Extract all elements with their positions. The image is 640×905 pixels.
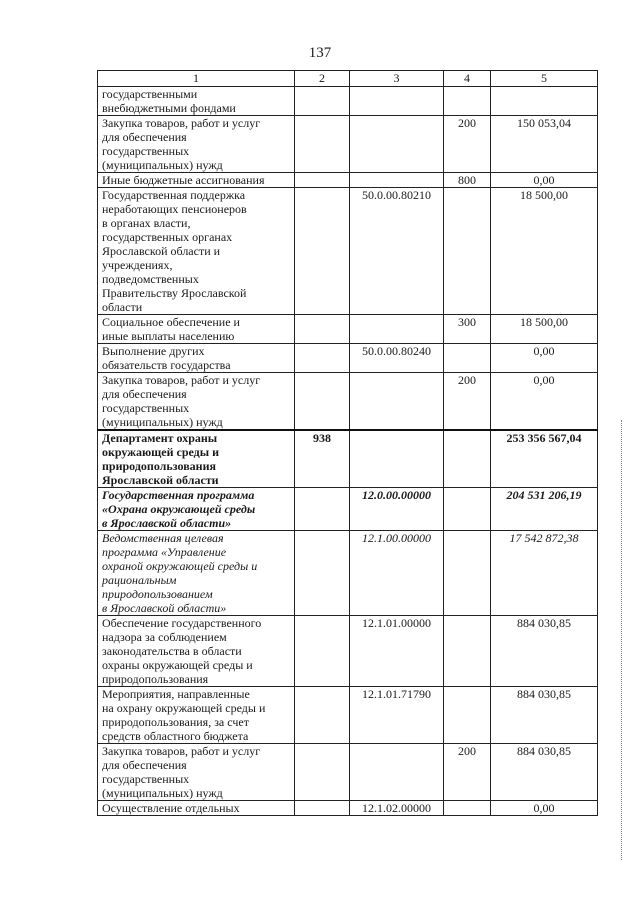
row-name-cell: Закупка товаров, работ и услуг для обеспечения государственных (муниципальных) нужд	[98, 373, 295, 431]
margin-scan-artifact	[621, 420, 630, 860]
amount-cell: 204 531 206,19	[491, 488, 598, 531]
row-name-cell: Департамент охраны окружающей среды и природопользования Ярославской области	[98, 430, 295, 488]
table-row-subprogram	[98, 531, 598, 616]
table-row	[98, 801, 598, 816]
expense-type-cell	[444, 687, 491, 744]
table-row	[98, 687, 598, 744]
department-code-cell	[295, 531, 350, 616]
table-row	[98, 315, 598, 344]
target-article-cell	[350, 315, 444, 344]
row-name-cell: Закупка товаров, работ и услуг для обеспечения государственных (муниципальных) нужд	[98, 744, 295, 801]
amount-cell: 0,00	[491, 801, 598, 816]
target-article-cell: 50.0.00.80240	[350, 344, 444, 373]
expense-type-cell	[444, 344, 491, 373]
row-name-cell: Ведомственная целевая программа «Управление охраной окружающей среды и рациональным природопользованием в Ярославской области»	[98, 531, 295, 616]
amount-cell: 884 030,85	[491, 744, 598, 801]
expense-type-cell	[444, 801, 491, 816]
department-code-cell	[295, 344, 350, 373]
column-header-target-article: 3	[350, 71, 444, 87]
department-code-cell	[295, 801, 350, 816]
amount-cell: 884 030,85	[491, 616, 598, 687]
department-code-cell	[295, 687, 350, 744]
column-header-expense-type: 4	[444, 71, 491, 87]
table-row	[98, 188, 598, 315]
target-article-cell: 12.1.00.00000	[350, 531, 444, 616]
target-article-cell	[350, 744, 444, 801]
expense-type-cell: 800	[444, 173, 491, 188]
expense-type-cell	[444, 488, 491, 531]
department-code-cell	[295, 188, 350, 315]
table-row	[98, 87, 598, 116]
table-row	[98, 173, 598, 188]
expense-type-cell	[444, 430, 491, 488]
department-code-cell	[295, 315, 350, 344]
amount-cell	[491, 87, 598, 116]
column-header-amount: 5	[491, 71, 598, 87]
target-article-cell: 50.0.00.80210	[350, 188, 444, 315]
column-header-department-code: 2	[295, 71, 350, 87]
target-article-cell: 12.1.02.00000	[350, 801, 444, 816]
target-article-cell	[350, 116, 444, 173]
amount-cell: 17 542 872,38	[491, 531, 598, 616]
department-code-cell	[295, 87, 350, 116]
target-article-cell	[350, 173, 444, 188]
amount-cell: 150 053,04	[491, 116, 598, 173]
expense-type-cell	[444, 87, 491, 116]
target-article-cell: 12.0.00.00000	[350, 488, 444, 531]
expense-type-cell: 200	[444, 116, 491, 173]
target-article-cell	[350, 87, 444, 116]
budget-table	[97, 70, 598, 816]
target-article-cell	[350, 430, 444, 488]
row-name-cell: Выполнение других обязательств государства	[98, 344, 295, 373]
amount-cell: 253 356 567,04	[491, 430, 598, 488]
table-row	[98, 373, 598, 431]
row-name-cell: Осуществление отдельных	[98, 801, 295, 816]
expense-type-cell: 200	[444, 744, 491, 801]
amount-cell: 0,00	[491, 173, 598, 188]
department-code-cell	[295, 616, 350, 687]
expense-type-cell	[444, 188, 491, 315]
expense-type-cell	[444, 531, 491, 616]
column-number-header-row	[98, 71, 598, 87]
table-row-state-program	[98, 488, 598, 531]
department-code-cell	[295, 744, 350, 801]
amount-cell: 0,00	[491, 344, 598, 373]
table-row	[98, 116, 598, 173]
department-code-cell	[295, 373, 350, 431]
department-code-cell	[295, 173, 350, 188]
amount-cell: 884 030,85	[491, 687, 598, 744]
row-name-cell: Государственная поддержка неработающих пенсионеров в органах власти, государственных органах Ярославской области и учреждениях, подведомственных Правительству Ярославской области	[98, 188, 295, 315]
expense-type-cell	[444, 616, 491, 687]
row-name-cell: Мероприятия, направленные на охрану окружающей среды и природопользования, за счет средств областного бюджета	[98, 687, 295, 744]
target-article-cell: 12.1.01.71790	[350, 687, 444, 744]
row-name-cell: Социальное обеспечение и иные выплаты населению	[98, 315, 295, 344]
amount-cell: 18 500,00	[491, 188, 598, 315]
row-name-cell: Закупка товаров, работ и услуг для обеспечения государственных (муниципальных) нужд	[98, 116, 295, 173]
page-number: 137	[308, 45, 332, 61]
amount-cell: 0,00	[491, 373, 598, 431]
target-article-cell: 12.1.01.00000	[350, 616, 444, 687]
row-name-cell: Обеспечение государственного надзора за соблюдением законодательства в области охраны окружающей среды и природопользования	[98, 616, 295, 687]
table-row	[98, 344, 598, 373]
column-header-name: 1	[98, 71, 295, 87]
row-name-cell: Государственная программа «Охрана окружающей среды в Ярославской области»	[98, 488, 295, 531]
target-article-cell	[350, 373, 444, 431]
expense-type-cell: 300	[444, 315, 491, 344]
department-code-cell: 938	[295, 430, 350, 488]
row-name-cell: государственными внебюджетными фондами	[98, 87, 295, 116]
table-row	[98, 744, 598, 801]
amount-cell: 18 500,00	[491, 315, 598, 344]
expense-type-cell: 200	[444, 373, 491, 431]
table-row	[98, 616, 598, 687]
department-code-cell	[295, 488, 350, 531]
row-name-cell: Иные бюджетные ассигнования	[98, 173, 295, 188]
table-row-department	[98, 430, 598, 488]
department-code-cell	[295, 116, 350, 173]
